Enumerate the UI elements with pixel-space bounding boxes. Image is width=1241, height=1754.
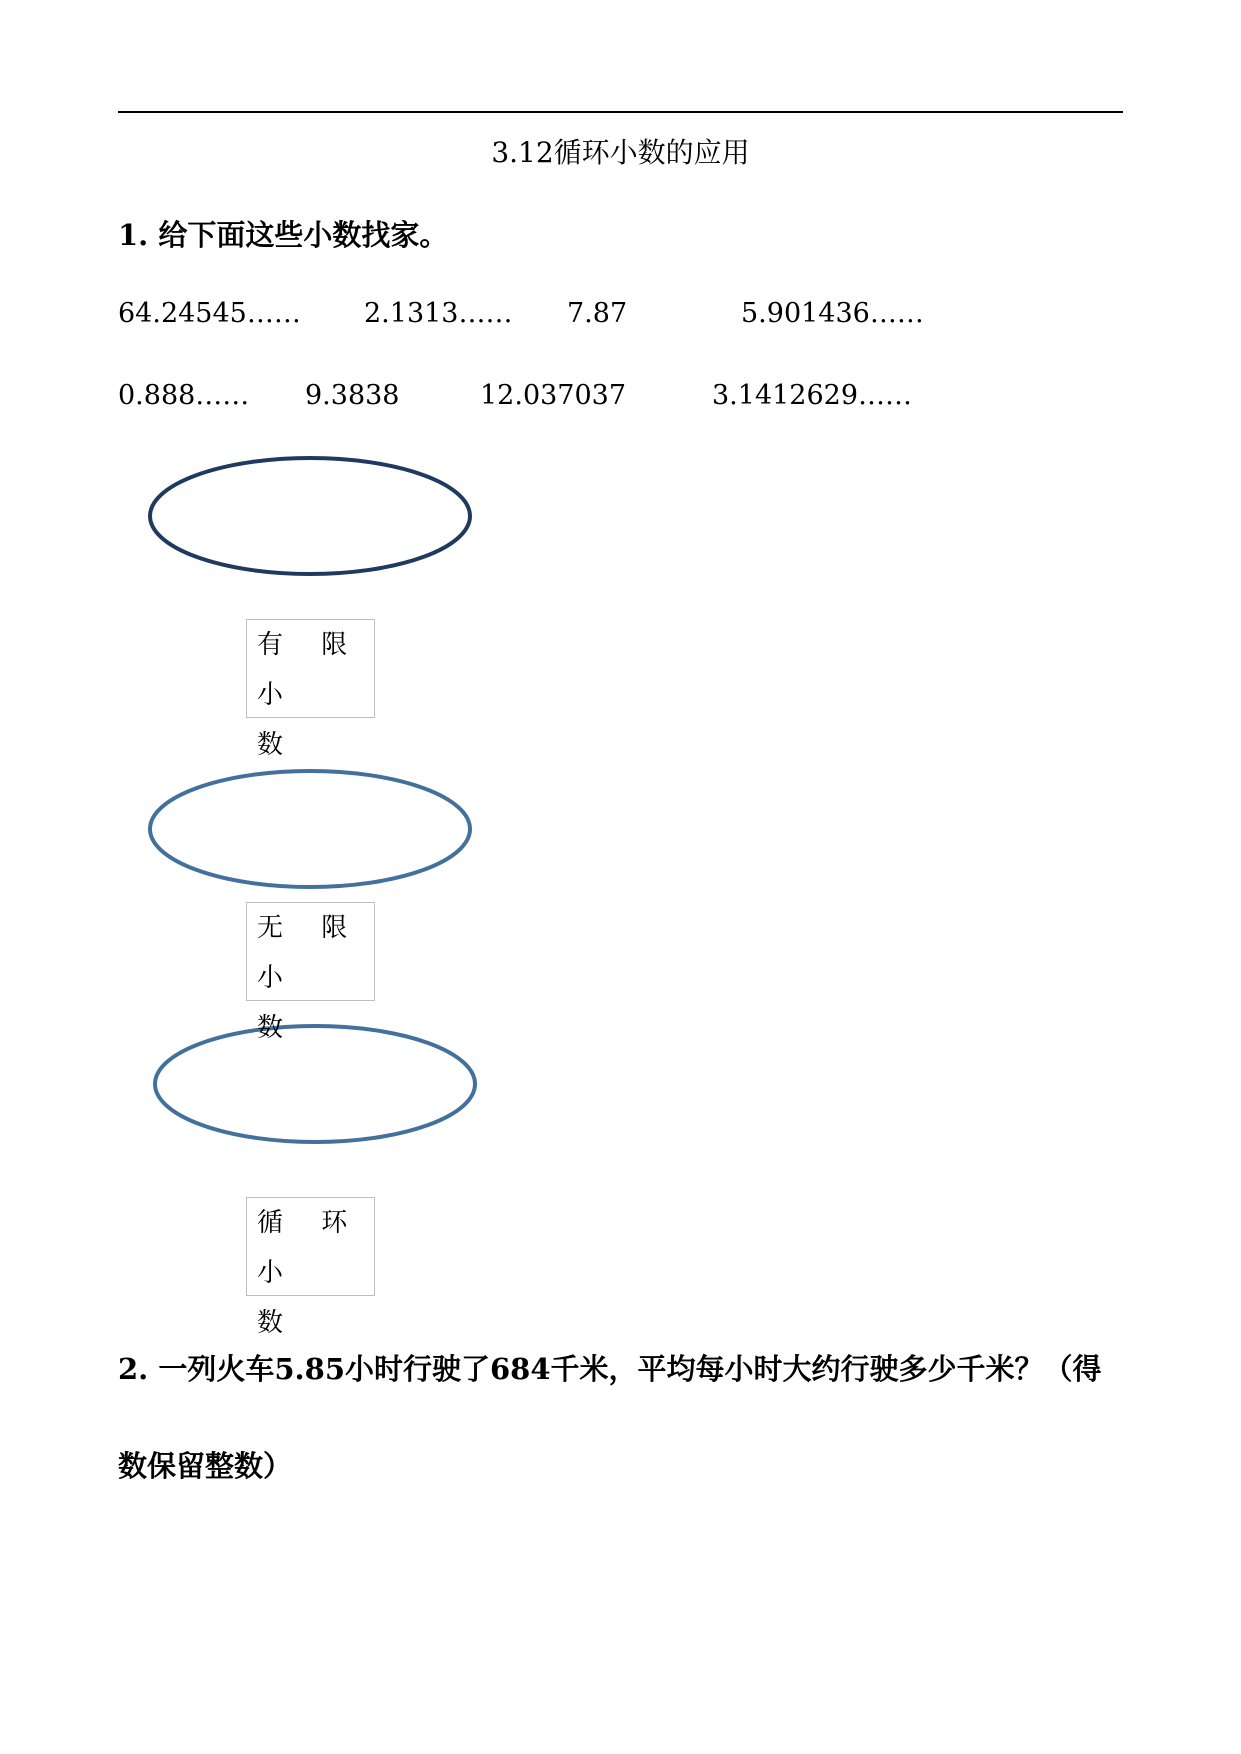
label-line: 数 [257, 730, 299, 760]
finite-decimal-ring[interactable] [150, 458, 470, 574]
page-title: 3.12循环小数的应用 [491, 136, 750, 169]
question-1-heading: 1. 给下面这些小数找家。 [118, 218, 449, 252]
infinite-decimal-ring[interactable] [150, 771, 470, 887]
repeating-decimal-label [246, 1197, 375, 1338]
decimal-item: 5.901436…… [741, 298, 924, 329]
decimal-item: 3.1412629…… [712, 380, 913, 411]
decimal-item: 9.3838 [305, 380, 400, 411]
question-2-line-1: 2. 一列火车5.85小时行驶了684千米，平均每小时大约行驶多少千米？（得 [118, 1352, 1102, 1386]
decimal-item: 2.1313…… [364, 298, 513, 329]
decimal-item: 7.87 [567, 298, 628, 329]
label-line: 数 [257, 1013, 299, 1043]
label-line: 有 限 小 [257, 630, 363, 710]
question-2-line-2: 数保留整数） [118, 1449, 293, 1483]
label-line: 无 限 小 [257, 913, 363, 993]
label-line: 循 环 小 [257, 1208, 363, 1288]
decimal-item: 0.888…… [118, 380, 250, 411]
label-line: 数 [257, 1308, 299, 1338]
infinite-decimal-label [246, 902, 375, 1043]
decimal-item: 12.037037 [480, 380, 627, 411]
finite-decimal-label [246, 619, 375, 760]
decimal-item: 64.24545…… [118, 298, 301, 329]
